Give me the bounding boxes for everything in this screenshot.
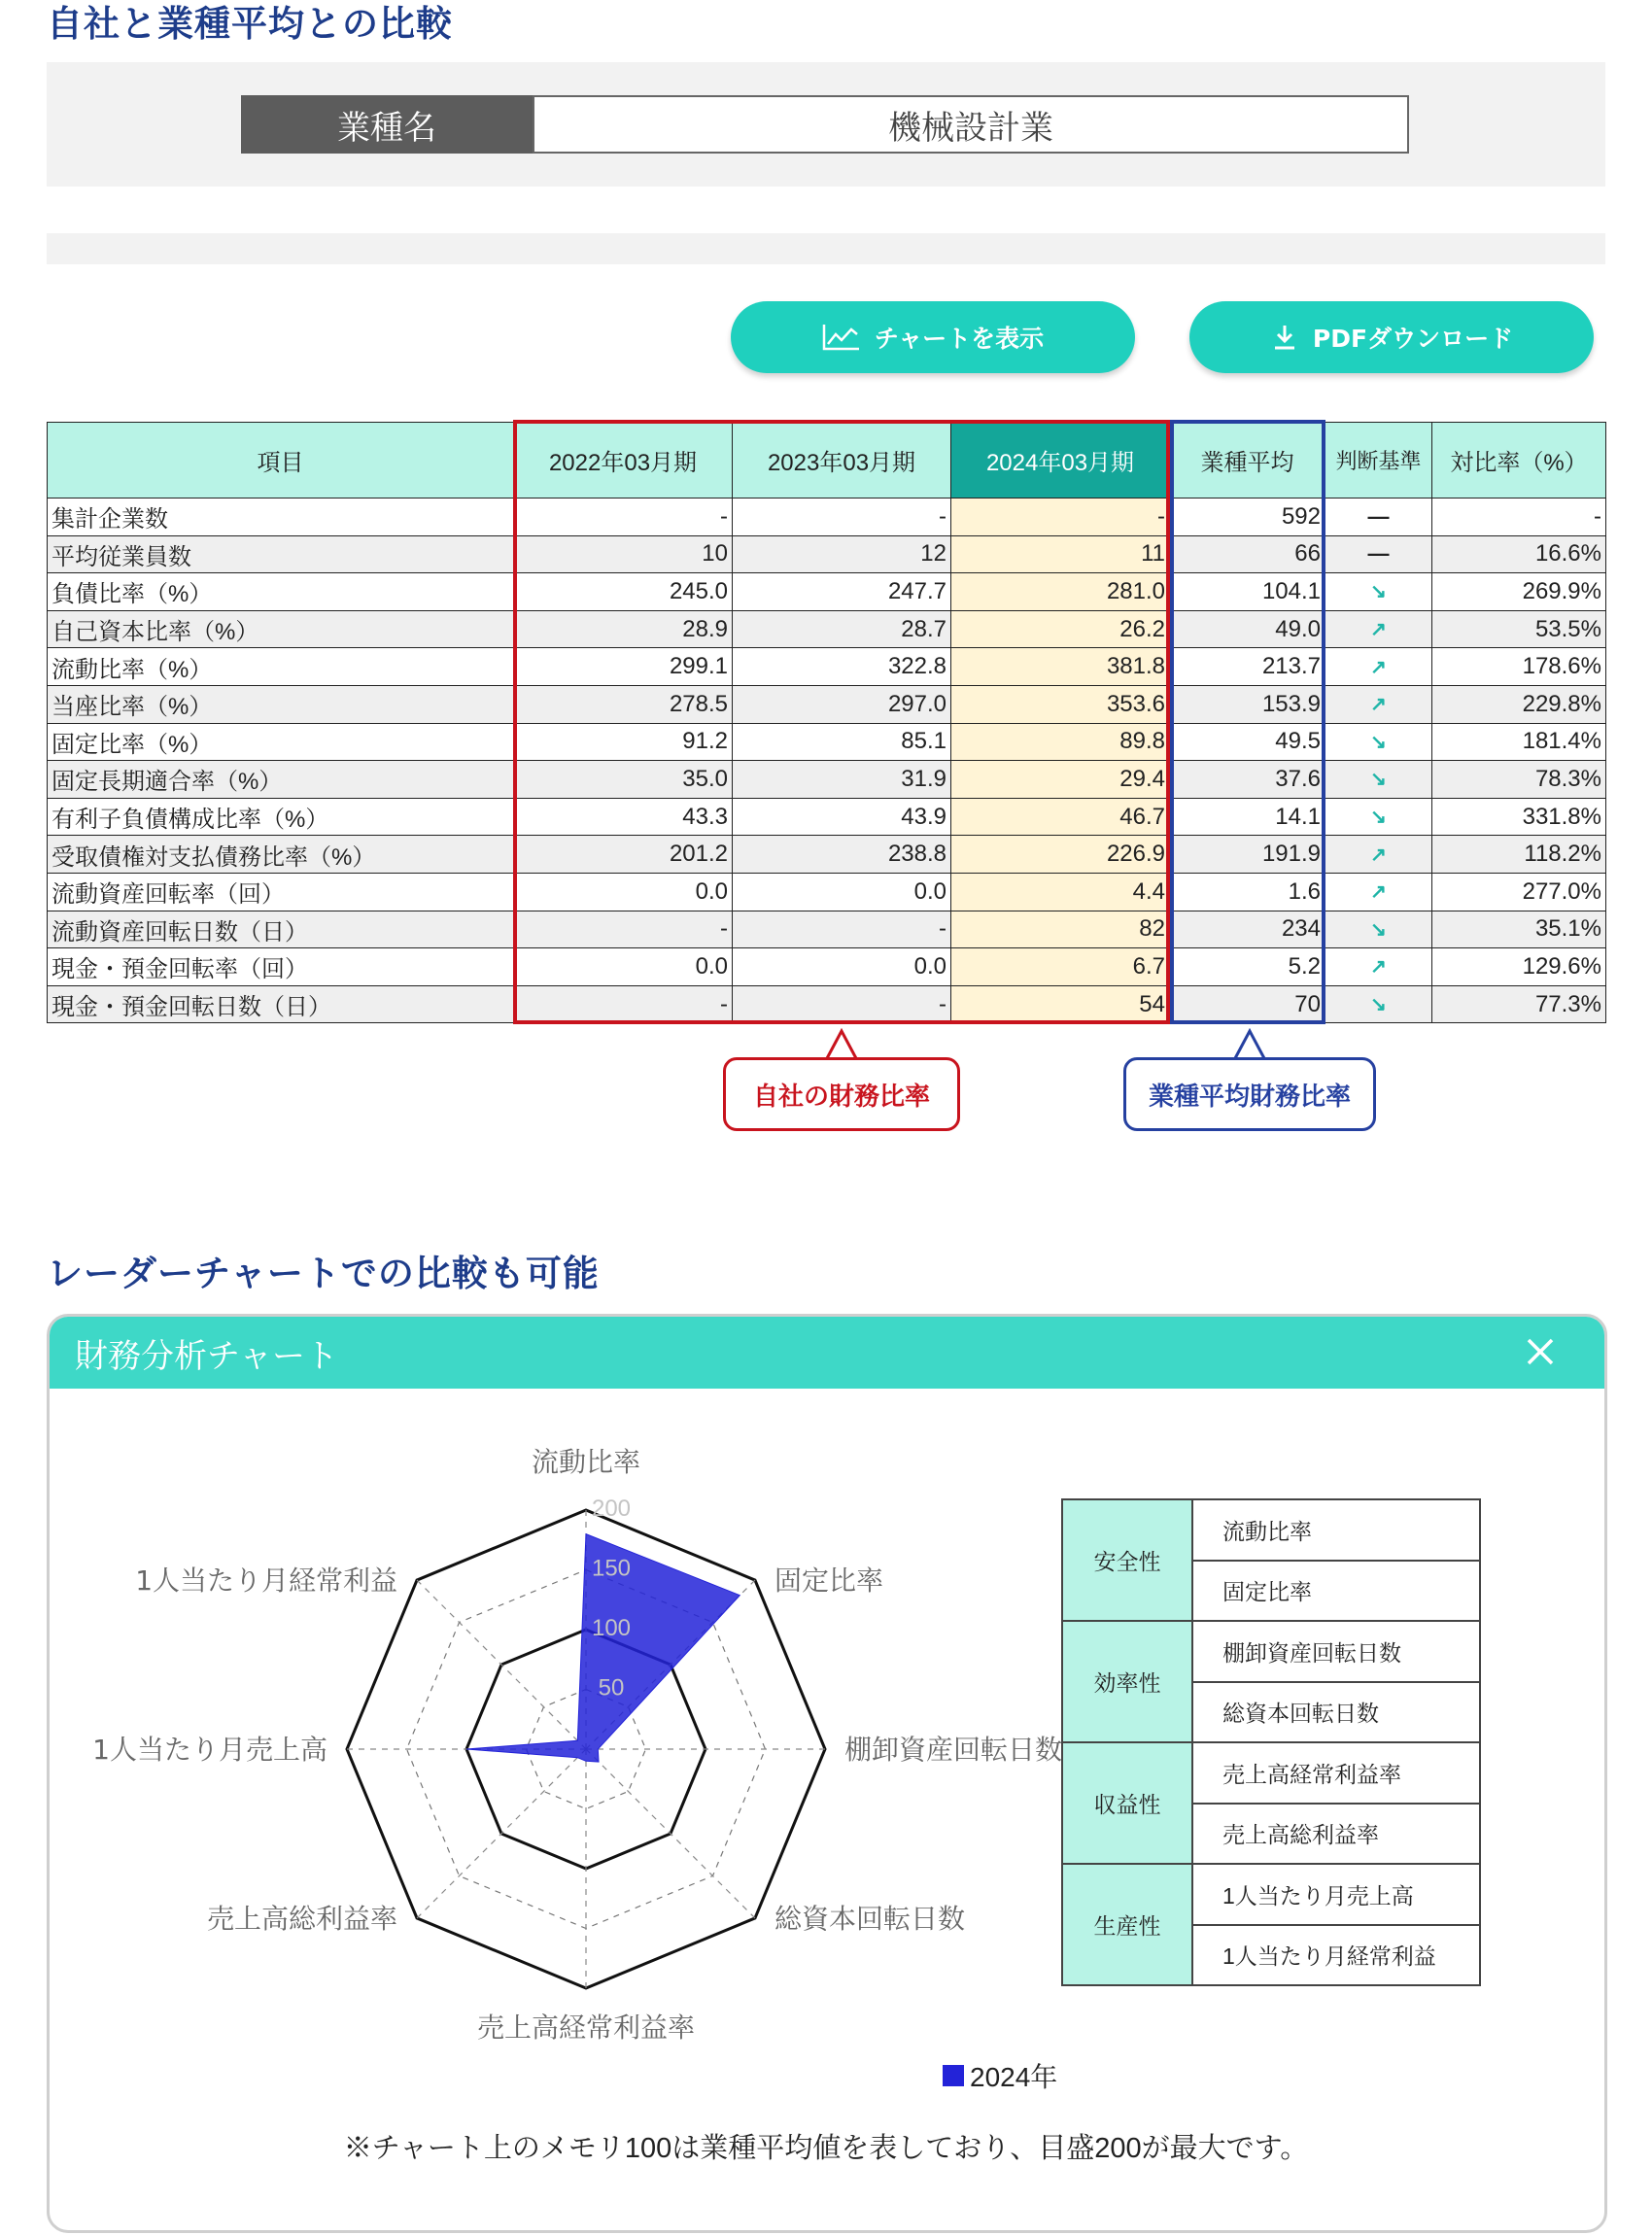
pdf-download-label: PDFダウンロード (1312, 325, 1514, 353)
legend-category: 生産性 (1062, 1864, 1192, 1985)
cell-judgement: ↗ (1325, 610, 1432, 648)
legend-row (1062, 1621, 1480, 1682)
header-2024: 2024年03月期 (951, 423, 1170, 499)
header-item: 項目 (48, 423, 514, 499)
radar-axis-label: 固定比率 (774, 1564, 883, 1598)
row-item-label: 負債比率（%） (48, 573, 514, 611)
legend-item: 総資本回転日数 (1192, 1682, 1480, 1743)
cell-2023: 31.9 (733, 761, 951, 799)
cell-2023: 297.0 (733, 685, 951, 723)
show-chart-button[interactable] (731, 301, 1135, 373)
legend-category: 収益性 (1062, 1742, 1192, 1864)
cell-2024: 29.4 (951, 761, 1170, 799)
radar-spoke (417, 1749, 586, 1918)
cell-ratio: 118.2% (1432, 836, 1606, 874)
cell-2024: 4.4 (951, 873, 1170, 911)
radar-axis-label: 売上高総利益率 (207, 1902, 398, 1935)
table-row (48, 836, 1606, 874)
cell-2023: 238.8 (733, 836, 951, 874)
cell-2024: 89.8 (951, 723, 1170, 761)
series-swatch-2024 (943, 2065, 964, 2086)
cell-judgement: ↗ (1325, 948, 1432, 986)
table-row (48, 798, 1606, 836)
cell-2023: 322.8 (733, 648, 951, 686)
cell-2024: - (951, 499, 1170, 536)
row-item-label: 流動資産回転日数（日） (48, 911, 514, 948)
cell-2024: 46.7 (951, 798, 1170, 836)
cell-industry-average: 1.6 (1170, 873, 1325, 911)
series-legend (943, 2056, 1057, 2095)
cell-judgement: ↘ (1325, 723, 1432, 761)
close-icon[interactable] (1523, 1334, 1558, 1369)
line-chart-icon (822, 323, 861, 352)
chart-panel-title: 財務分析チャート (75, 1336, 338, 1376)
radar-axis-label: 売上高経常利益率 (476, 2012, 696, 2044)
radar-axis-label: 棚卸資産回転日数 (844, 1734, 1063, 1766)
table-row (48, 761, 1606, 799)
cell-2022: 278.5 (514, 685, 733, 723)
cell-industry-average: 153.9 (1170, 685, 1325, 723)
cell-ratio: 229.8% (1432, 685, 1606, 723)
row-item-label: 流動比率（%） (48, 648, 514, 686)
section-title-radar: レーダーチャートでの比較も可能 (47, 1253, 600, 1294)
legend-item: 売上高経常利益率 (1192, 1742, 1480, 1804)
header-2023: 2023年03月期 (733, 423, 951, 499)
cell-2022: 201.2 (514, 836, 733, 874)
callout-tail-blue (1230, 1028, 1269, 1061)
cell-ratio: 178.6% (1432, 648, 1606, 686)
category-legend-table (1061, 1498, 1481, 1986)
cell-2024: 11 (951, 535, 1170, 573)
cell-judgement: ↘ (1325, 761, 1432, 799)
cell-ratio: 269.9% (1432, 573, 1606, 611)
cell-2023: 12 (733, 535, 951, 573)
cell-2022: 91.2 (514, 723, 733, 761)
cell-2022: 299.1 (514, 648, 733, 686)
table-row (48, 499, 1606, 536)
radar-tick-label: 150 (591, 1555, 632, 1582)
cell-industry-average: 66 (1170, 535, 1325, 573)
table-row (48, 535, 1606, 573)
cell-2023: 85.1 (733, 723, 951, 761)
table-row (48, 685, 1606, 723)
cell-2022: 43.3 (514, 798, 733, 836)
table-header-row (48, 423, 1606, 499)
cell-industry-average: 213.7 (1170, 648, 1325, 686)
table-row (48, 873, 1606, 911)
cell-ratio: 331.8% (1432, 798, 1606, 836)
chart-note: ※チャート上のメモリ100は業種平均値を表しており、目盛200が最大です。 (343, 2133, 1309, 2164)
radar-tick-label: 200 (591, 1496, 632, 1522)
cell-judgement: ↘ (1325, 573, 1432, 611)
financial-ratio-table (47, 422, 1606, 1023)
industry-ratio-callout: 業種平均財務比率 (1123, 1057, 1376, 1131)
table-row (48, 911, 1606, 948)
cell-2024: 226.9 (951, 836, 1170, 874)
cell-2022: 10 (514, 535, 733, 573)
cell-2023: 0.0 (733, 873, 951, 911)
industry-label: 業種名 (241, 95, 533, 154)
legend-item: 固定比率 (1192, 1561, 1480, 1622)
radar-tick-label: 50 (598, 1674, 625, 1702)
radar-axis-label: 1人当たり月経常利益 (135, 1564, 398, 1598)
legend-item: 1人当たり月経常利益 (1192, 1925, 1480, 1986)
header-judgement: 判断基準 (1325, 423, 1432, 499)
cell-industry-average: 70 (1170, 985, 1325, 1023)
cell-ratio: 53.5% (1432, 610, 1606, 648)
cell-judgement: — (1325, 535, 1432, 573)
legend-category: 効率性 (1062, 1621, 1192, 1742)
row-item-label: 現金・預金回転日数（日） (48, 985, 514, 1023)
cell-industry-average: 234 (1170, 911, 1325, 948)
legend-row (1062, 1864, 1480, 1925)
legend-category: 安全性 (1062, 1499, 1192, 1621)
row-item-label: 自己資本比率（%） (48, 610, 514, 648)
cell-judgement: ↗ (1325, 685, 1432, 723)
legend-item: 流動比率 (1192, 1499, 1480, 1561)
cell-judgement: ↘ (1325, 985, 1432, 1023)
header-industry-average: 業種平均 (1170, 423, 1325, 499)
radar-axis-label: 総資本回転日数 (774, 1902, 965, 1935)
table-row (48, 573, 1606, 611)
table-row (48, 985, 1606, 1023)
cell-2022: 28.9 (514, 610, 733, 648)
pdf-download-button[interactable] (1189, 301, 1594, 373)
cell-2024: 353.6 (951, 685, 1170, 723)
cell-industry-average: 14.1 (1170, 798, 1325, 836)
cell-2023: - (733, 499, 951, 536)
cell-ratio: 16.6% (1432, 535, 1606, 573)
header-ratio: 対比率（%） (1432, 423, 1606, 499)
cell-ratio: 77.3% (1432, 985, 1606, 1023)
cell-2024: 6.7 (951, 948, 1170, 986)
row-item-label: 現金・預金回転率（回） (48, 948, 514, 986)
cell-ratio: 181.4% (1432, 723, 1606, 761)
cell-industry-average: 37.6 (1170, 761, 1325, 799)
cell-2023: 43.9 (733, 798, 951, 836)
cell-ratio: 129.6% (1432, 948, 1606, 986)
legend-row (1062, 1499, 1480, 1561)
cell-2023: 28.7 (733, 610, 951, 648)
table-row (48, 723, 1606, 761)
section-title-comparison: 自社と業種平均との比較 (47, 3, 453, 45)
cell-ratio: - (1432, 499, 1606, 536)
cell-2022: - (514, 499, 733, 536)
industry-panel (47, 62, 1605, 187)
cell-ratio: 78.3% (1432, 761, 1606, 799)
cell-2024: 54 (951, 985, 1170, 1023)
cell-industry-average: 49.5 (1170, 723, 1325, 761)
show-chart-label: チャートを表示 (874, 325, 1045, 353)
cell-2022: 35.0 (514, 761, 733, 799)
cell-2022: - (514, 911, 733, 948)
legend-row (1062, 1742, 1480, 1804)
cell-2022: - (514, 985, 733, 1023)
row-item-label: 固定長期適合率（%） (48, 761, 514, 799)
cell-judgement: ↗ (1325, 648, 1432, 686)
legend-item: 売上高総利益率 (1192, 1804, 1480, 1865)
callout-tail-red (822, 1028, 861, 1061)
cell-industry-average: 104.1 (1170, 573, 1325, 611)
legend-item: 1人当たり月売上高 (1192, 1864, 1480, 1925)
table-row (48, 610, 1606, 648)
cell-judgement: — (1325, 499, 1432, 536)
cell-industry-average: 191.9 (1170, 836, 1325, 874)
own-ratio-callout: 自社の財務比率 (723, 1057, 960, 1131)
series-legend-label: 2024年 (970, 2062, 1058, 2092)
cell-2022: 245.0 (514, 573, 733, 611)
cell-2023: 0.0 (733, 948, 951, 986)
table-row (48, 648, 1606, 686)
radar-tick-label: 100 (591, 1615, 632, 1641)
cell-ratio: 35.1% (1432, 911, 1606, 948)
cell-2023: - (733, 911, 951, 948)
cell-industry-average: 5.2 (1170, 948, 1325, 986)
legend-item: 棚卸資産回転日数 (1192, 1621, 1480, 1682)
cell-2024: 281.0 (951, 573, 1170, 611)
chart-panel-header (50, 1317, 1604, 1389)
row-item-label: 当座比率（%） (48, 685, 514, 723)
cell-2023: - (733, 985, 951, 1023)
radar-axis-label: 1人当たり月売上高 (92, 1734, 327, 1766)
row-item-label: 受取債権対支払債務比率（%） (48, 836, 514, 874)
download-icon (1270, 323, 1299, 352)
cell-judgement: ↗ (1325, 836, 1432, 874)
cell-2022: 0.0 (514, 873, 733, 911)
cell-2022: 0.0 (514, 948, 733, 986)
row-item-label: 流動資産回転率（回） (48, 873, 514, 911)
header-2022: 2022年03月期 (514, 423, 733, 499)
table-row (48, 948, 1606, 986)
cell-industry-average: 592 (1170, 499, 1325, 536)
cell-ratio: 277.0% (1432, 873, 1606, 911)
cell-industry-average: 49.0 (1170, 610, 1325, 648)
cell-judgement: ↗ (1325, 873, 1432, 911)
row-item-label: 集計企業数 (48, 499, 514, 536)
cell-judgement: ↘ (1325, 798, 1432, 836)
industry-value: 機械設計業 (533, 95, 1409, 154)
cell-judgement: ↘ (1325, 911, 1432, 948)
radar-axis-label: 流動比率 (531, 1446, 641, 1478)
cell-2024: 82 (951, 911, 1170, 948)
cell-2023: 247.7 (733, 573, 951, 611)
cell-2024: 26.2 (951, 610, 1170, 648)
row-item-label: 平均従業員数 (48, 535, 514, 573)
divider-bar (47, 233, 1605, 264)
row-item-label: 有利子負債構成比率（%） (48, 798, 514, 836)
row-item-label: 固定比率（%） (48, 723, 514, 761)
cell-2024: 381.8 (951, 648, 1170, 686)
